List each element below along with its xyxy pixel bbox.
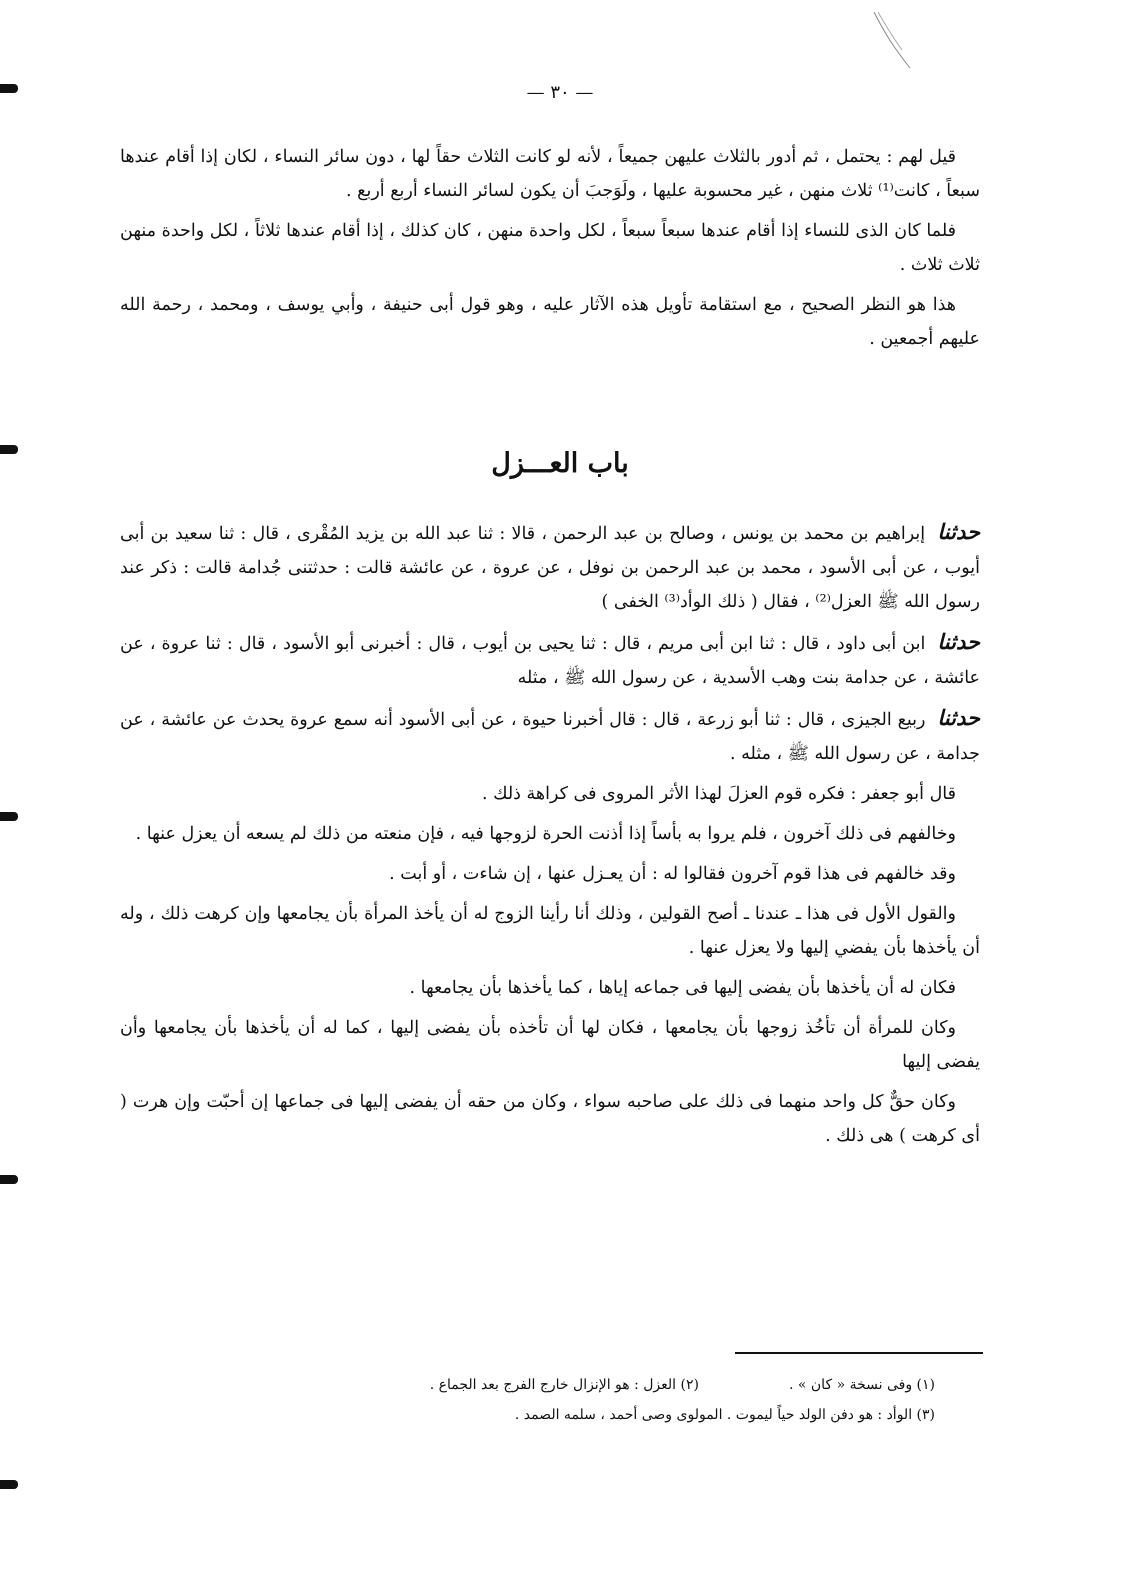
paragraph-text: ابن أبى داود ، قال : ثنا ابن أبى مريم ، قال : ثنا يحيى بن أيوب ، قال : أخبرنى أبو الأسود ، قال : ثنا عروة ، عن عائشة ، عن جدامة بنت وهب الأسدية ، عن رسول الله ﷺ ، مثله: [120, 634, 980, 688]
paragraph-text: إبراهيم بن محمد بن يونس ، وصالح بن عبد الرحمن ، قالا : ثنا عبد الله بن يزيد المُقْرى ، قال : ثنا سعيد بن أبى أيوب ، عن أبى الأسود ، محمد بن عبد الرحمن بن نوفل ، عن عروة ، عن عائشة قالت : حدثتنى جُدامة قالت : ذكر عند رسول الله ﷺ العزل⁽²⁾ ، فقال ( ذلك الوأد⁽³⁾ الخفى ): [120, 524, 980, 612]
paragraph: وكان حقٌّ كل واحد منهما فى ذلك على صاحبه سواء ، وكان من حقه أن يفضى إليها فى جماعها إن أحبّت وإن هرت ( أى كرهت ) هى ذلك .: [120, 1092, 980, 1146]
hadith-paragraph: [120, 701, 980, 771]
paragraph: فلما كان الذى للنساء إذا أقام عندها سبعاً سبعاً ، لكل واحدة منهن ، كان كذلك ، إذا أقام عندها ثلاثاً ، لكل واحدة منهن ثلاث ثلاث .: [120, 221, 980, 275]
hadith-paragraph: [120, 515, 980, 619]
hadith-lead-word: حدثنا: [937, 629, 980, 654]
paragraph: وكان للمرأة أن تأخُذ زوجها بأن يجامعها ، فكان لها أن تأخذه بأن يفضى إليها ، كما له أن يأخذها بأن يجامعها وأن يفضى إليها: [120, 1018, 980, 1072]
footnote-3: (٣) الوأد : هو دفن الولد حياً ليموت . المولوى وصى أحمد ، سلمه الصمد .: [514, 1407, 935, 1423]
paragraph: قيل لهم : يحتمل ، ثم أدور بالثلاث عليهن جميعاً ، لأنه لو كانت الثلاث حقاً لها ، دون سائر النساء ، لكان إذا أقام عندها سبعاً ، كانت⁽¹⁾ ثلاث منهن ، غير محسوبة عليها ، ولَوَجبَ أن يكون لسائر النساء أربع أربع .: [120, 147, 980, 201]
paragraph: وخالفهم فى ذلك آخرون ، فلم يروا به بأساً إذا أذنت الحرة لزوجها فيه ، فإن منعته من ذلك لم يسعه أن يعزل عنها .: [135, 824, 956, 844]
binding-mark: [0, 445, 18, 454]
footnote-2: (٢) العزل : هو الإنزال خارج الفرج بعد الجماع .: [429, 1377, 699, 1393]
paragraph-text: ربيع الجيزى ، قال : ثنا أبو زرعة ، قال : قال أخبرنا حيوة ، عن أبى الأسود أنه سمع عروة يحدث عن عائشة ، عن جدامة ، عن رسول الله ﷺ ، مثله .: [120, 710, 980, 764]
footnote-separator: [735, 1352, 983, 1354]
binding-mark: [0, 812, 18, 821]
top-section: [120, 140, 980, 362]
footnote-1: (١) وفى نسخة « كان » .: [788, 1377, 935, 1393]
paragraph: فكان له أن يأخذها بأن يفضى إليها فى جماعه إياها ، كما يأخذها بأن يجامعها .: [409, 978, 956, 998]
binding-mark: [0, 1480, 18, 1489]
paragraph: قال أبو جعفر : فكره قوم العزلَ لهذا الأثر المروى فى كراهة ذلك .: [481, 784, 956, 804]
page-corner-mark: [872, 10, 912, 70]
paragraph: وقد خالفهم فى هذا قوم آخرون فقالوا له : أن يعـزل عنها ، إن شاءت ، أو أبت .: [389, 864, 956, 884]
hadith-lead-word: حدثنا: [937, 519, 980, 544]
paragraph: هذا هو النظر الصحيح ، مع استقامة تأويل هذه الآثار عليه ، وهو قول أبى حنيفة ، وأبي يوسف ، ومحمد ، رحمة الله عليهم أجمعين .: [120, 295, 980, 349]
paragraph: والقول الأول فى هذا ـ عندنا ـ أصح القولين ، وذلك أنا رأينا الزوج له أن يأخذ المرأة بأن يجامعها وإن كرهت ذلك ، وله أن يأخذها بأن يفضي إليها ولا يعزل عنها .: [120, 904, 980, 958]
hadith-lead-word: حدثنا: [937, 705, 980, 730]
footnote-row: [200, 1400, 935, 1430]
binding-mark: [0, 1175, 18, 1184]
hadith-paragraph: [120, 625, 980, 695]
footnotes: [200, 1370, 935, 1430]
footnote-row: [200, 1370, 935, 1400]
binding-mark: [0, 84, 18, 93]
main-section: [120, 515, 980, 1159]
chapter-title: باب العـــزل: [491, 448, 629, 479]
page-number: — ٣٠ —: [526, 82, 594, 103]
